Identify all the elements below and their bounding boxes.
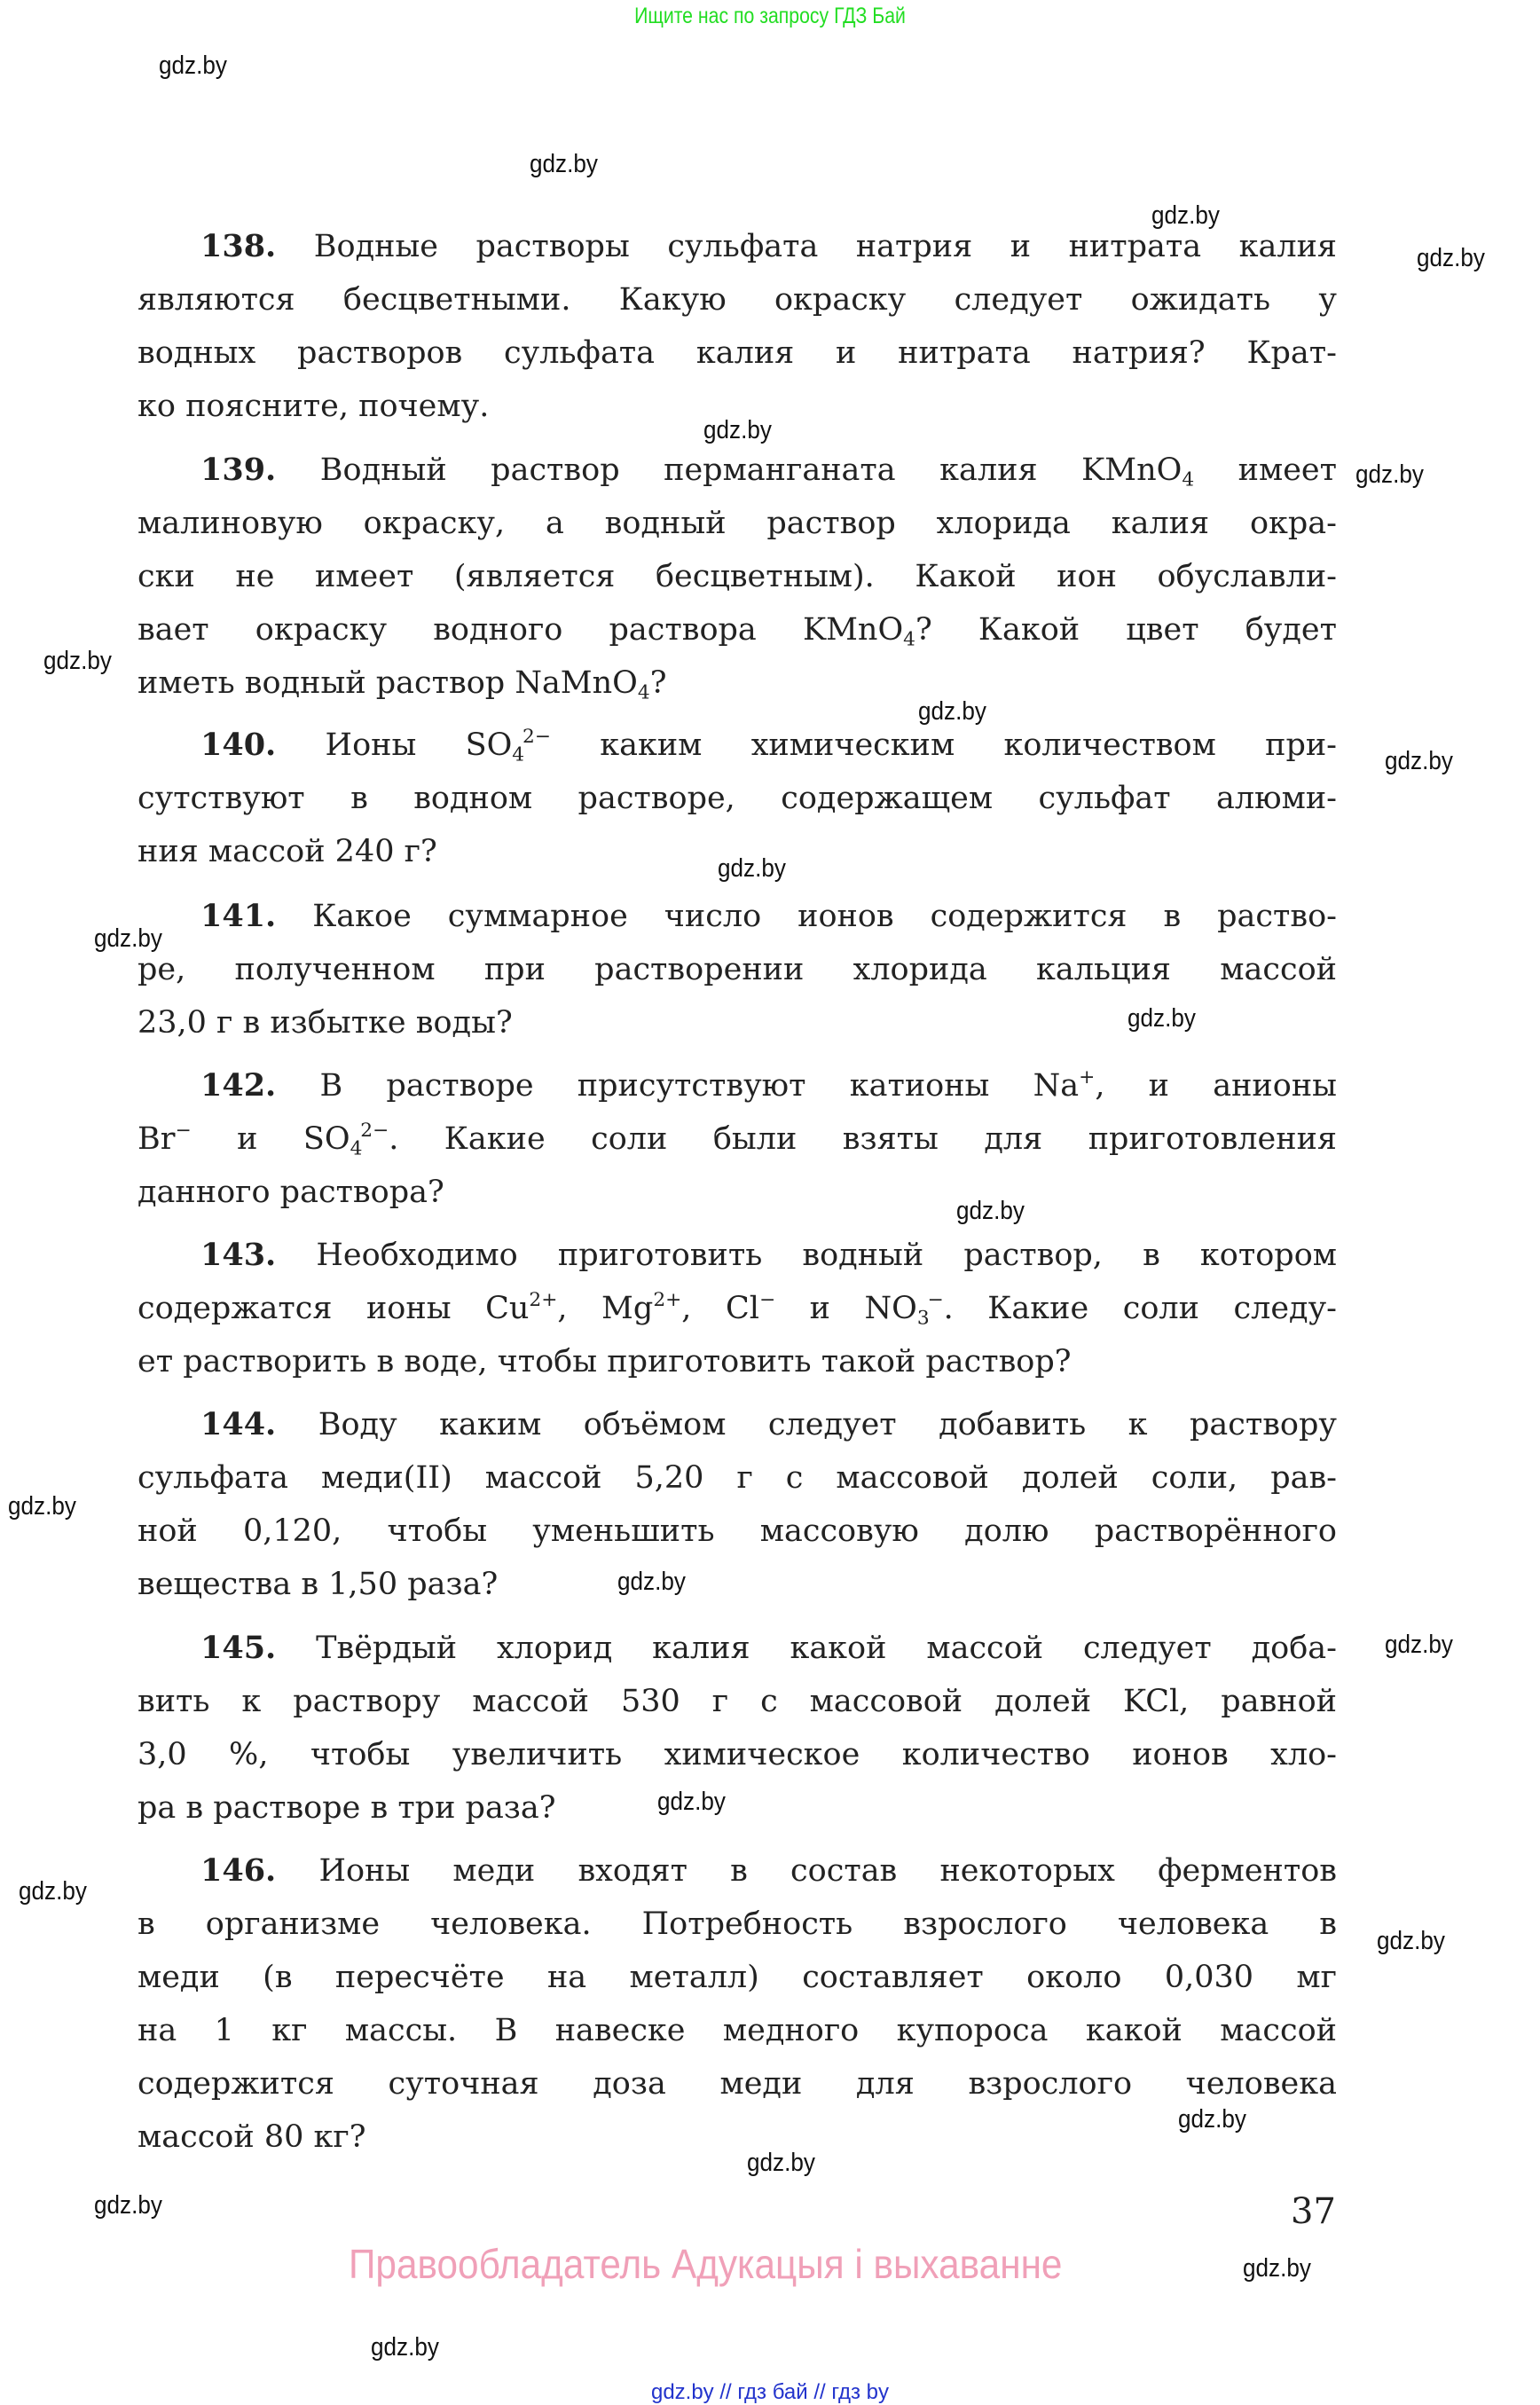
watermark: gdz.by — [1178, 2105, 1246, 2134]
superscript: 2− — [360, 1119, 389, 1142]
problem-number: 138. — [200, 228, 277, 264]
text-line: 145. Твёрдый хлорид калия какой массой следует доба- — [200, 1630, 1337, 1666]
problem-number: 139. — [200, 452, 277, 488]
subscript: 4 — [637, 681, 650, 704]
problem-144 — [138, 1398, 1337, 1611]
text-line: ния массой 240 г? — [138, 834, 437, 869]
text-line: сульфата меди(II) массой 5,20 г с массовой долей соли, рав- — [138, 1460, 1337, 1496]
text-line: являются бесцветными. Какую окраску следует ожидать у — [138, 282, 1337, 318]
problem-143 — [138, 1229, 1337, 1388]
text-line: 144. Воду каким объёмом следует добавить к раствору — [200, 1406, 1337, 1442]
superscript: 2− — [522, 725, 551, 748]
copyright-notice: Правообладатель Адукацыя і выхаванне — [349, 2241, 1063, 2287]
problem-145 — [138, 1622, 1337, 1835]
text-line: данного раствора? — [138, 1175, 444, 1210]
problem-number: 141. — [200, 898, 277, 934]
watermark: gdz.by — [956, 1197, 1025, 1225]
watermark: gdz.by — [1385, 747, 1453, 775]
text-line: ски не имеет (является бесцветным). Какой ион обуславли- — [138, 559, 1337, 594]
watermark: gdz.by — [19, 1877, 87, 1906]
text-line: ко поясните, почему. — [138, 389, 490, 424]
watermark: gdz.by — [530, 150, 598, 178]
text-line: 139. Водный раствор перманганата калия KMnO$_4$ имеет — [200, 452, 1338, 491]
subscript: 4 — [1182, 468, 1195, 491]
text-line: 142. В растворе присутствуют катионы Na+, и анионы — [200, 1065, 1337, 1104]
top-banner[interactable]: Ищите нас по запросу ГДЗ Бай — [634, 4, 906, 28]
text-line: вещества в 1,50 раза? — [138, 1567, 499, 1602]
problem-139 — [138, 444, 1337, 710]
text-line: 143. Необходимо приготовить водный раствор, в котором — [200, 1237, 1337, 1273]
watermark: gdz.by — [94, 2191, 162, 2220]
text-line: сутствуют в водном растворе, содержащем сульфат алюми- — [138, 781, 1337, 816]
watermark: gdz.by — [1385, 1631, 1453, 1659]
subscript: 4 — [903, 628, 915, 651]
problem-number: 146. — [200, 1852, 277, 1889]
watermark: gdz.by — [657, 1788, 726, 1816]
watermark: gdz.by — [43, 647, 112, 675]
watermark: gdz.by — [617, 1568, 686, 1596]
watermark: gdz.by — [1128, 1004, 1196, 1033]
superscript: + — [1079, 1065, 1096, 1089]
watermark: gdz.by — [1243, 2254, 1311, 2283]
watermark: gdz.by — [918, 697, 986, 726]
subscript: 3 — [916, 1307, 930, 1330]
watermark: gdz.by — [8, 1492, 76, 1521]
watermark: gdz.by — [94, 924, 162, 953]
text-line: 140. Ионы $SO_4^{2-}$ каким химическим количеством при- — [200, 725, 1337, 766]
text-line: меди (в пересчёте на металл) составляет около 0,030 мг — [138, 1960, 1337, 1995]
superscript: − — [175, 1119, 192, 1142]
text-line: 23,0 г в избытке воды? — [138, 1005, 513, 1041]
text-line: малиновую окраску, а водный раствор хлорида калия окра- — [138, 506, 1337, 541]
text-line: ре, полученном при растворении хлорида кальция массой — [138, 952, 1337, 987]
text-line: в организме человека. Потребность взрослого человека в — [138, 1906, 1337, 1942]
text-line: ра в растворе в три раза? — [138, 1790, 556, 1826]
problem-140 — [138, 719, 1337, 878]
text-line: водных растворов сульфата калия и нитрата натрия? Крат- — [138, 335, 1337, 371]
text-line: ет растворить в воде, чтобы приготовить такой раствор? — [138, 1344, 1072, 1379]
superscript: 2+ — [653, 1288, 682, 1311]
problem-141 — [138, 890, 1337, 1049]
text-line: 141. Какое суммарное число ионов содержится в раство- — [200, 898, 1337, 934]
problem-146 — [138, 1844, 1337, 2164]
watermark: gdz.by — [1417, 244, 1485, 272]
text-line: вает окраску водного раствора KMnO$_4$? Какой цвет будет — [138, 612, 1337, 651]
superscript: − — [927, 1288, 944, 1311]
watermark: gdz.by — [1151, 201, 1220, 230]
watermark: gdz.by — [703, 416, 772, 444]
problem-142 — [138, 1059, 1337, 1219]
text-line: содержится суточная доза меди для взрослого человека — [138, 2066, 1337, 2102]
text-line: содержатся ионы $Cu^{2+}$, $Mg^{2+}$, Cl− и $NO_3^-$. Какие соли следу- — [138, 1288, 1337, 1330]
text-line: вить к раствору массой 530 г с массовой долей KCl, равной — [138, 1684, 1337, 1719]
text-line: 146. Ионы меди входят в состав некоторых ферментов — [200, 1852, 1337, 1889]
text-line: ной 0,120, чтобы уменьшить массовую долю растворённого — [138, 1513, 1337, 1549]
text-line: на 1 кг массы. В навеске медного купороса какой массой — [138, 2013, 1337, 2048]
superscript: − — [758, 1288, 776, 1311]
text-line: Br− и $SO_4^{2-}$. Какие соли были взяты для приготовления — [138, 1119, 1337, 1160]
problem-138 — [138, 220, 1337, 433]
problem-number: 140. — [200, 727, 277, 763]
problem-number: 145. — [200, 1630, 277, 1666]
superscript: 2+ — [529, 1288, 558, 1311]
problem-number: 143. — [200, 1237, 277, 1273]
watermark: gdz.by — [1377, 1927, 1445, 1955]
problem-number: 144. — [200, 1406, 277, 1442]
watermark: gdz.by — [718, 854, 786, 883]
problem-number: 142. — [200, 1067, 277, 1104]
watermark: gdz.by — [747, 2149, 815, 2177]
text-line: 138. Водные растворы сульфата натрия и нитрата калия — [200, 228, 1337, 264]
watermark: gdz.by — [1355, 460, 1424, 489]
watermark: gdz.by — [371, 2333, 439, 2362]
watermark: gdz.by — [159, 51, 227, 80]
page-number: 37 — [1291, 2191, 1336, 2232]
subscript: 4 — [512, 743, 525, 766]
text-line: иметь водный раствор NaMnO$_4$? — [138, 665, 667, 704]
text-line: 3,0 %, чтобы увеличить химическое количество ионов хло- — [138, 1737, 1337, 1772]
text-line: массой 80 кг? — [138, 2119, 366, 2155]
bottom-links[interactable]: gdz.by // гдз бай // гдз by — [650, 2380, 890, 2404]
subscript: 4 — [350, 1137, 363, 1160]
